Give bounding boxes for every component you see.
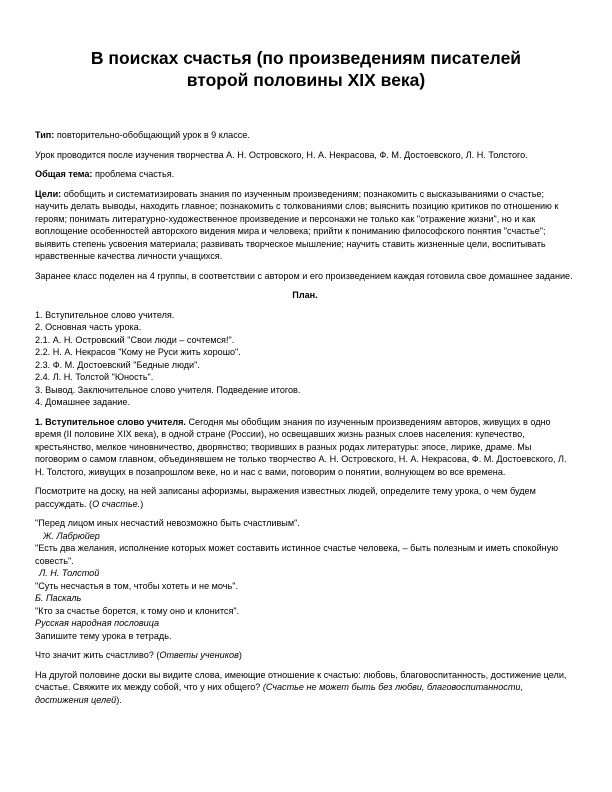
title-line-1: В поисках счастья (по произведениям писателей bbox=[90, 48, 522, 68]
topic-value: проблема счастья. bbox=[92, 169, 175, 179]
document-body bbox=[35, 129, 575, 713]
quote-text: "Суть несчастья в том, чтобы хотеть и не мочь". bbox=[35, 580, 239, 591]
plan-item: 1. Вступительное слово учителя. bbox=[35, 309, 175, 320]
quote-author: Русская народная пословица bbox=[35, 618, 160, 628]
topic-label: Общая тема: bbox=[35, 169, 93, 179]
section1-paragraph bbox=[35, 416, 575, 479]
question-close: ) bbox=[238, 650, 242, 660]
section1-text: Сегодня мы обобщим знания по изученным произведениям авторов, живущих в одно время (II половине XIX века), в одной стране (России), но освещавших жизнь разных слоев населения: купечество, крестьянство, мелкое чиновничество, дворянство; творивших в разных родах литературы: эпосе, лирике, драме. Мы поговорим о самом главном, объединявшем не только творчество А. Н. Островского, Н. А. Некрасова, Ф. М. Достоевского, Л. Н. Толстого, живущих в позапрошлом веке, но и нас с вами, поговорим о понятии, волнующем во все времена. bbox=[35, 416, 567, 477]
plan-item: 3. Вывод. Заключительное слово учителя. Подведение итогов. bbox=[35, 384, 301, 395]
board-text: Посмотрите на доску, на ней записаны афоризмы, выражения известных людей, определите тему урока, о чем будем рассуждать. ( bbox=[35, 486, 536, 509]
page-title bbox=[40, 47, 572, 91]
plan-item: 2. Основная часть урока. bbox=[35, 322, 142, 332]
quotes-block bbox=[35, 517, 575, 642]
intro-paragraph: Урок проводится после изучения творчества А. Н. Островского, Н. А. Некрасова, Ф. М. Достоевского, Л. Н. Толстого. bbox=[35, 149, 528, 160]
board-paragraph bbox=[35, 485, 575, 510]
plan-item: 2.2. Н. А. Некрасов "Кому не Руси жить хорошо". bbox=[35, 347, 241, 357]
final-answer: (Счастье не может быть без любви, благовоспитанности, достижения целей bbox=[35, 682, 524, 705]
plan-heading: План. bbox=[292, 290, 318, 300]
plan-item: 2.3. Ф. М. Достоевский "Бедные люди". bbox=[35, 359, 200, 370]
section1-label: 1. Вступительное слово учителя. bbox=[35, 416, 186, 427]
plan-item: 2.4. Л. Н. Толстой "Юность". bbox=[35, 372, 154, 382]
board-close: ) bbox=[140, 498, 144, 509]
type-label: Тип: bbox=[35, 130, 55, 140]
plan-list bbox=[35, 309, 575, 409]
title-line-2: второй половины XIX века) bbox=[186, 70, 426, 90]
board-answer: О счастье. bbox=[92, 498, 141, 509]
quote-author: Л. Н. Толстой bbox=[39, 568, 100, 578]
quote-text: "Кто за счастье борется, к тому оно и клонится". bbox=[35, 605, 240, 616]
question-answer: Ответы учеников bbox=[159, 650, 239, 660]
final-text: На другой половине доски вы видите слова, имеющие отношение к счастью: любовь, благовоспитанность, достижение цели, счастье. Свяжите их между собой, что у них общего? bbox=[35, 669, 567, 692]
final-close: ). bbox=[116, 694, 122, 705]
groups-paragraph: Заранее класс поделен на 4 группы, в соответствии с автором и его произведением каждая готовила свое домашнее задание. bbox=[35, 270, 573, 281]
plan-item: 4. Домашнее задание. bbox=[35, 397, 130, 407]
goals-paragraph bbox=[35, 188, 575, 263]
question-paragraph bbox=[35, 649, 575, 662]
type-value: повторительно-обобщающий урок в 9 классе. bbox=[54, 130, 250, 140]
quote-text: "Есть два желания, исполнение которых может составить истинное счастье человека, – быть полезным и иметь спокойную совесть". bbox=[35, 543, 559, 566]
goals-value: обобщить и систематизировать знания по изученным произведениям; познакомить с высказываниями о счастье; научить делать выводы, находить главное; познакомить с толкованиями слов; выяснить позицию критиков по отношению к героям; понимать литературно-художественное произведение и персонажи не только как "отражение жизни", но и как воплощение особенностей авторского видения мира и человека; прийти к пониманию философского понятия "счастье"; выявить степень усвоения материала; развивать творческое мышление; научить ставить жизненные цели, воспитывать нравственные качества личности учащихся. bbox=[35, 188, 559, 261]
quote-text: "Перед лицом иных несчастий невозможно быть счастливым". bbox=[35, 518, 300, 528]
final-paragraph bbox=[35, 669, 575, 707]
topic-paragraph bbox=[35, 168, 575, 181]
quote-author: Б. Паскаль bbox=[35, 593, 82, 603]
question-text: Что значит жить счастливо? ( bbox=[35, 650, 160, 660]
quote-author: Ж. Лабрюйер bbox=[43, 530, 100, 541]
write-topic-line: Запишите тему урока в тетрадь. bbox=[35, 630, 172, 641]
goals-label: Цели: bbox=[35, 188, 62, 199]
type-paragraph bbox=[35, 129, 575, 142]
plan-item: 2.1. А. Н. Островский "Свои люди – сочтемся!". bbox=[35, 334, 235, 345]
